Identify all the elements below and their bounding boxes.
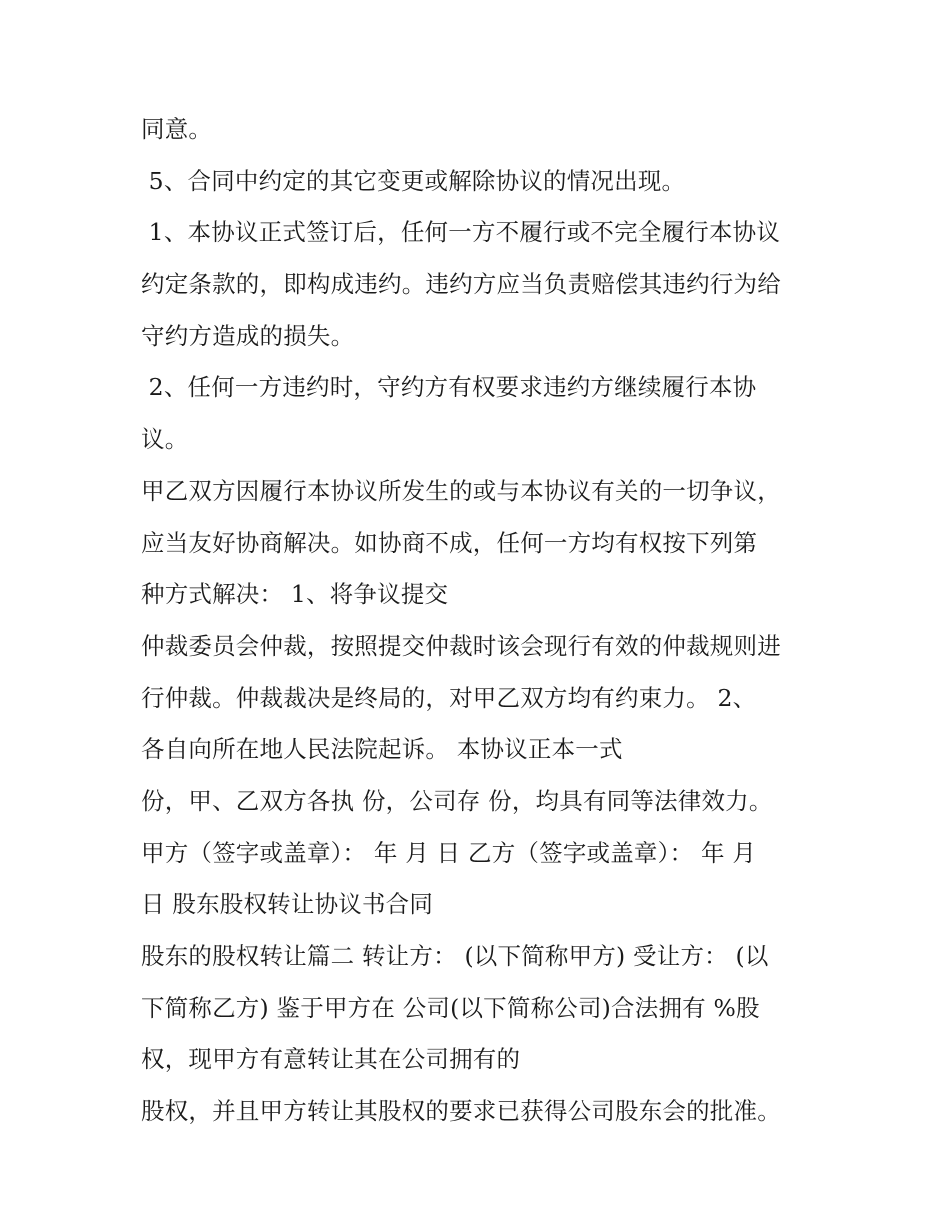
text-line: 种方式解决： 1、将争议提交 <box>141 580 449 609</box>
text-line: 甲方（签字或盖章）： 年 月 日 乙方（签字或盖章）： 年 月 <box>141 838 757 867</box>
text-line: 1、本协议正式签订后，任何一方不履行或不完全履行本协议 <box>141 218 781 247</box>
text-line: 守约方造成的损失。 <box>141 321 355 350</box>
text-line: 约定条款的，即构成违约。违约方应当负责赔偿其违约行为给 <box>141 270 781 299</box>
text-line: 日 股东股权转让协议书合同 <box>141 890 434 919</box>
text-line: 各自向所在地人民法院起诉。 本协议正本一式 <box>141 735 623 764</box>
document-body <box>141 108 831 1142</box>
text-line: 份，甲、乙双方各执 份，公司存 份，均具有同等法律效力。 <box>141 786 773 815</box>
text-line: 行仲裁。仲裁裁决是终局的，对甲乙双方均有约束力。 2、 <box>141 683 757 712</box>
text-line: 甲乙双方因履行本协议所发生的或与本协议有关的一切争议， <box>141 476 781 505</box>
text-line: 2、任何一方违约时，守约方有权要求违约方继续履行本协 <box>141 373 757 402</box>
text-line: 下简称乙方) 鉴于甲方在 公司(以下简称公司)合法拥有 %股 <box>141 993 760 1022</box>
text-line: 同意。 <box>141 115 213 143</box>
text-line: 仲裁委员会仲裁，按照提交仲裁时该会现行有效的仲裁规则进 <box>141 631 781 660</box>
text-line: 议。 <box>141 425 189 454</box>
text-line: 股东的股权转让篇二 转让方： (以下简称甲方) 受让方： (以 <box>141 942 769 970</box>
text-line: 权，现甲方有意转让其在公司拥有的 <box>141 1045 521 1074</box>
text-line: 股权，并且甲方转让其股权的要求已获得公司股东会的批准。 <box>141 1097 781 1126</box>
text-line: 应当友好协商解决。如协商不成，任何一方均有权按下列第 <box>141 528 758 557</box>
text-line: 5、合同中约定的其它变更或解除协议的情况出现。 <box>141 166 686 195</box>
